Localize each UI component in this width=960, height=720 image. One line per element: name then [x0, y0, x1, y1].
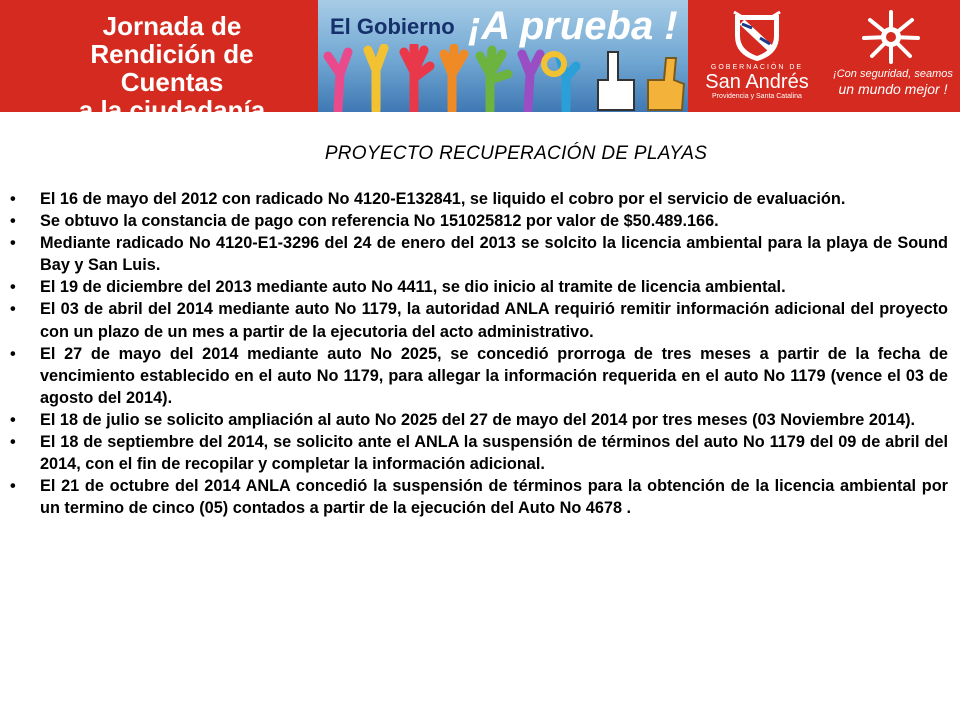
- event-title-panel: [0, 0, 318, 125]
- list-item: [10, 210, 948, 232]
- motto-line-1: ¡Con seguridad, seamos: [833, 68, 953, 80]
- list-item: [10, 232, 948, 276]
- bullet-icon: •: [10, 477, 16, 496]
- document-title: PROYECTO RECUPERACIÓN DE PLAYAS: [324, 143, 708, 164]
- slogan-prefix: El Gobierno: [330, 14, 455, 39]
- list-item-text: El 16 de mayo del 2012 con radicado No 4120-E132841, se liquido el cobro por el servicio de evaluación.: [40, 190, 846, 208]
- motto-line-2: un mundo mejor !: [838, 81, 948, 97]
- list-item: [10, 188, 948, 210]
- list-item-text: Mediante radicado No 4120-E1-3296 del 24 de enero del 2013 se solcito la licencia ambiental para la playa de Sound Bay y San Luis.: [40, 234, 948, 275]
- bullet-icon: •: [10, 300, 16, 319]
- raised-hands-illustration: [318, 44, 688, 112]
- list-item: [10, 343, 948, 409]
- list-item-text: El 18 de septiembre del 2014, se solicito ante el ANLA la suspensión de términos del auto No 1179 del 09 de abril del 2014, con el fin de recopilar y completar la información adicional.: [40, 433, 948, 474]
- list-item: [10, 276, 948, 298]
- bullet-icon: •: [10, 190, 16, 208]
- list-item: [10, 409, 948, 431]
- event-title: [58, 12, 286, 124]
- bullet-icon: •: [10, 410, 16, 429]
- list-item-text: El 19 de diciembre del 2013 mediante auto No 4411, se dio inicio al tramite de licencia ambiental.: [40, 278, 786, 297]
- bullet-icon: •: [10, 433, 16, 452]
- bullet-icon: •: [10, 234, 16, 253]
- gobernacion-name: San Andrés: [705, 71, 809, 93]
- gobernacion-subtitle: Providencia y Santa Catalina: [712, 93, 802, 100]
- bullet-icon: •: [10, 344, 16, 363]
- event-title-line-1: Jornada de: [102, 11, 242, 41]
- sun-emblem-icon: [860, 8, 922, 66]
- list-item-text: El 03 de abril del 2014 mediante auto No 1179, la autoridad ANLA requirió remitir información adicional del proyecto con un plazo de un mes a partir de la ejecutoria del acto administrativo.: [40, 300, 948, 341]
- list-item: [10, 431, 948, 475]
- event-title-line-3: a la ciudadanía: [78, 95, 266, 125]
- slogan-panel: [318, 0, 688, 112]
- list-item-text: El 18 de julio se solicito ampliación al auto No 2025 del 27 de mayo del 2014 por tres meses (03 Noviembre 2014).: [40, 410, 916, 429]
- event-title-line-2: Rendición de Cuentas: [90, 39, 254, 97]
- slogan-main: ¡A prueba !: [468, 4, 678, 48]
- coat-of-arms-icon: [730, 10, 784, 62]
- header-banner: [0, 0, 960, 125]
- gobernacion-label: GOBERNACIÓN DE: [710, 64, 804, 71]
- bullet-list: [10, 188, 948, 519]
- list-item-text: El 27 de mayo del 2014 mediante auto No 2025, se concedió prorroga de tres meses a partir de la fecha de vencimiento establecido en el auto No 1179, para allegar la información requerida en el auto No 1179 (vence el 03 de agosto del 2014).: [40, 344, 948, 407]
- bullet-icon: •: [10, 212, 16, 231]
- institution-logos: [688, 0, 960, 112]
- gobernacion-logo: [692, 6, 822, 110]
- list-item: [10, 475, 948, 519]
- list-item-text: Se obtuvo la constancia de pago con referencia No 151025812 por valor de $50.489.166.: [40, 212, 719, 231]
- motto-logo: [828, 6, 958, 110]
- bullet-icon: •: [10, 278, 16, 297]
- list-item: [10, 298, 948, 342]
- list-item-text: El 21 de octubre del 2014 ANLA concedió la suspensión de términos para la obtención de la licencia ambiental por un termino de cinco (05) contados a partir de la ejecución del Auto No 4678 .: [40, 477, 948, 518]
